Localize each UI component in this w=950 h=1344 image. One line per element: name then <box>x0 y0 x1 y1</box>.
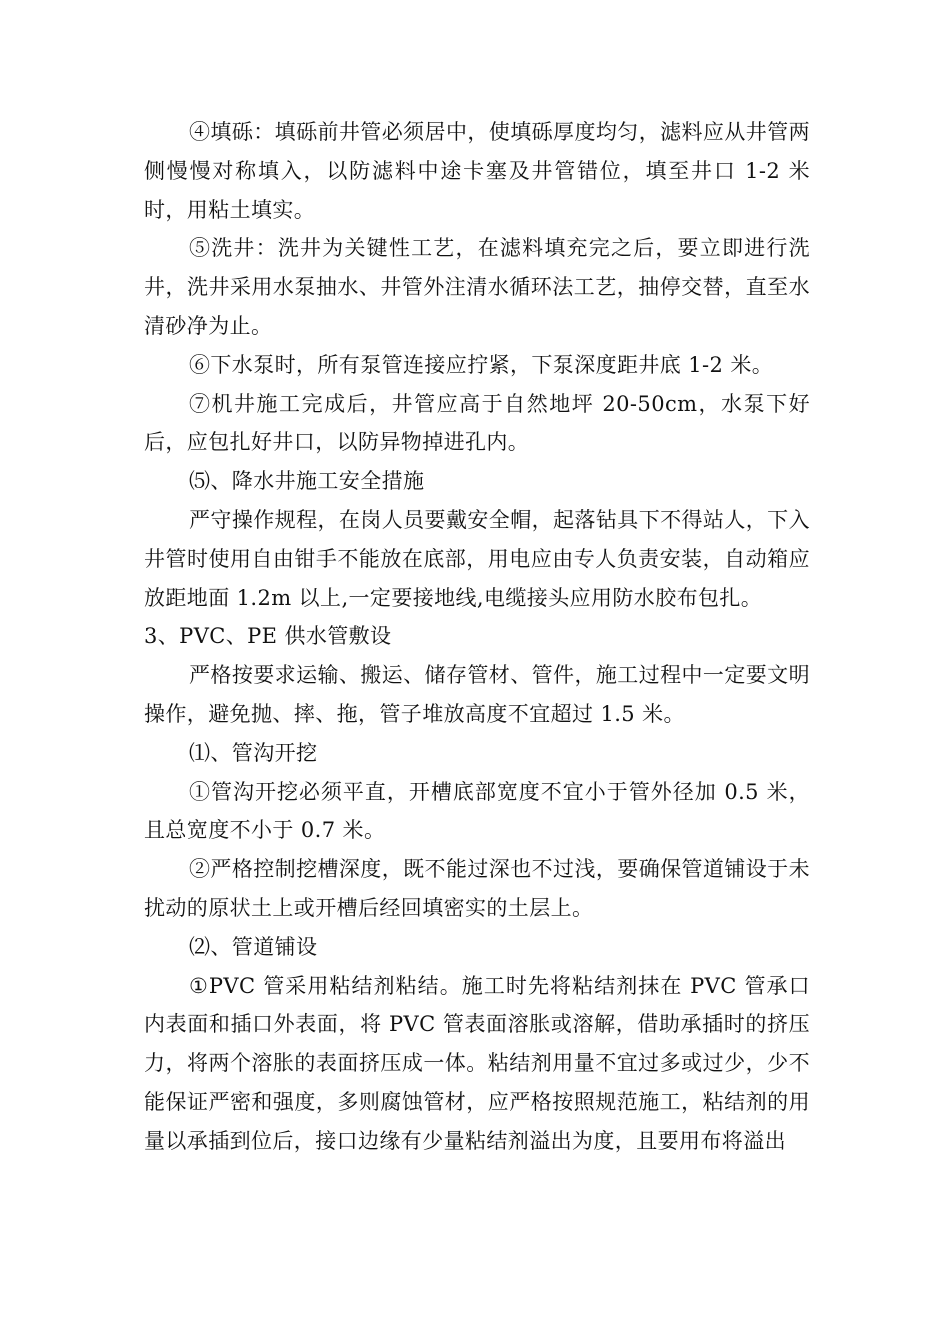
paragraph-well-completion: ⑦机井施工完成后，井管应高于自然地坪 20-50cm，水泵下好后，应包扎好井口，以防异物掉进孔内。 <box>144 391 810 455</box>
paragraph-safety-rules: 严守操作规程，在岗人员要戴安全帽，起落钻具下不得站人，下入井管时使用自由钳手不能放在底部，用电应由专人负责安装，自动箱应放距地面 1.2m 以上,一定要接地线,电缆接头应用防水胶布包扎。 <box>144 507 810 610</box>
paragraph-well-washing: ⑤洗井：洗井为关键性工艺，在滤料填充完之后，要立即进行洗井，洗井采用水泵抽水、井管外注清水循环法工艺，抽停交替，直至水清砂净为止。 <box>144 236 810 338</box>
section-heading-trench: ⑴、管沟开挖 <box>189 740 318 765</box>
document-body <box>144 113 810 1161</box>
paragraph-pipe-handling: 严格按要求运输、搬运、储存管材、管件，施工过程中一定要文明操作，避免抛、摔、拖，管子堆放高度不宜超过 1.5 米。 <box>144 663 810 726</box>
section-heading-safety: ⑸、降水井施工安全措施 <box>189 469 425 494</box>
section-heading-pipe-install: ⑵、管道铺设 <box>189 934 318 959</box>
section-heading-pipe-laying: 3、PVC、PE 供水管敷设 <box>144 624 392 649</box>
paragraph-pump-install: ⑥下水泵时，所有泵管连接应拧紧，下泵深度距井底 1-2 米。 <box>189 352 774 377</box>
paragraph-trench-depth: ②严格控制挖槽深度，既不能过深也不过浅，要确保管道铺设于未扰动的原状土上或开槽后经回填密实的土层上。 <box>144 857 810 920</box>
paragraph-trench-width: ①管沟开挖必须平直，开槽底部宽度不宜小于管外径加 0.5 米，且总宽度不小于 0.7 米。 <box>144 779 810 843</box>
paragraph-pvc-bonding: ①PVC 管采用粘结剂粘结。施工时先将粘结剂抹在 PVC 管承口内表面和插口外表面，将 PVC 管表面溶胀或溶解，借助承插时的挤压力，将两个溶胀的表面挤压成一体。粘结剂用量不宜过多或过少，少不能保证严密和强度，多则腐蚀管材，应严格按照规范施工，粘结剂的用量以承插到位后，接口边缘有少量粘结剂溢出为度，且要用布将溢出 <box>144 973 810 1153</box>
paragraph-gravel-filling: ④填砾：填砾前井管必须居中，使填砾厚度均匀，滤料应从井管两侧慢慢对称填入，以防滤料中途卡塞及井管错位，填至井口 1-2 米时，用粘土填实。 <box>144 120 810 222</box>
